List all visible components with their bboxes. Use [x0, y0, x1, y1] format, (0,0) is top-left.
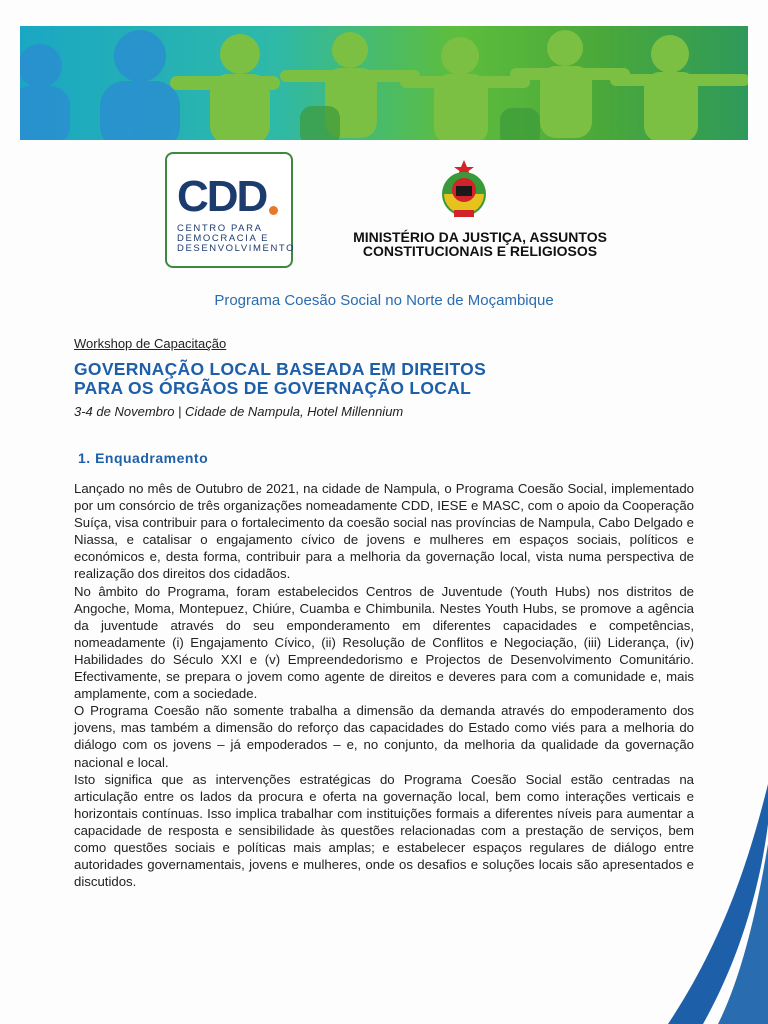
cdd-logo-mark: CDD — [177, 172, 267, 221]
ministry-line: CONSTITUCIONAIS E RELIGIOSOS — [362, 243, 598, 259]
paragraph: No âmbito do Programa, foram estabelecidos Centros de Juventude (Youth Hubs) nos distritos de Angoche, Moma, Montepuez, Chiúre, Cuamba e Chimbunila. Nestes Youth Hubs, se promove a agência da juventude através do seu emponderamento em diferentes capacidades e competências, nomeadamente (i) Engajamento Cívico, (ii) Resolução de Conflitos e Negociação, (iii) Liderança, (iv) Habilidades do Século XXI e (v) Empreendedorismo e Projectos de Desenvolvimento Comunitário. Efectivamente, se prepara o jovem como agente de direitos e deveres para com a comunidade e, mais amplamente, com a sociedade. — [74, 583, 694, 702]
cdd-logo-dot — [269, 206, 278, 215]
program-title: Programa Coesão Social no Norte de Moçambique — [214, 292, 554, 309]
ministry-name — [300, 230, 660, 258]
document-title-line: GOVERNAÇÃO LOCAL BASEADA EM DIREITOS — [74, 359, 487, 379]
ministry-line: MINISTÉRIO DA JUSTIÇA, ASSUNTOS — [353, 229, 607, 245]
blue-swoosh-decoration — [658, 784, 768, 1024]
paragraph: Lançado no mês de Outubro de 2021, na cidade de Nampula, o Programa Coesão Social, implementado por um consórcio de três organizações nomeadamente CDD, IESE e MASC, com o apoio da Cooperação Suíça, visa contribuir para o fortalecimento da coesão social nas províncias de Nampula, Cabo Delgado e Niassa, e catalisar o engajamento cívico de jovens e mulheres em espaços sociais, políticos e económicos e, desta forma, contribuir para a melhoria da governação local, vista numa perspectiva de realização dos direitos dos cidadãos. — [74, 481, 694, 582]
body-text — [74, 480, 694, 890]
cdd-subtitle-line: DESENVOLVIMENTO — [177, 243, 296, 254]
mozambique-coat-of-arms-icon — [432, 158, 496, 222]
cdd-logo-subtitle — [177, 223, 296, 254]
cdd-logo — [165, 152, 296, 268]
workshop-label: Workshop de Capacitação — [74, 336, 227, 351]
cdd-subtitle-line: CENTRO PARA — [177, 223, 263, 234]
document-title-line: PARA OS ÓRGÃOS DE GOVERNAÇÃO LOCAL — [74, 378, 472, 398]
cdd-subtitle-line: DEMOCRACIA E — [177, 233, 270, 244]
paper-people-chain-banner — [20, 26, 748, 140]
paragraph: O Programa Coesão não somente trabalha a dimensão da demanda através do empoderamento dos jovens, mas também a dimensão do reforço das capacidades do Estado como viés para a melhoria do diálogo com os jovens – já empoderados – e, no conjunto, da melhoria da qualidade da governação nacional e local. — [74, 703, 694, 770]
paragraph: Isto significa que as intervenções estratégicas do Programa Coesão Social estão centradas na articulação entre os lados da procura e oferta na governação local, bem como interações verticais e horizontais contínuas. Isso implica trabalhar com instituições formais a diferentes níveis para aumentar a capacidade de resposta e sensibilidade às questões relacionadas com a prestação de serviços, bem como questões sociais e políticas mais amplas; e estabelecer espaços regulares de diálogo entre autoridades governamentais, jovens e mulheres, onde os desafios e soluções locais são apresentados e discutidos. — [74, 771, 694, 890]
date-location: 3-4 de Novembro | Cidade de Nampula, Hotel Millennium — [74, 404, 404, 419]
section-heading: 1. Enquadramento — [78, 450, 209, 466]
document-title — [74, 360, 486, 398]
